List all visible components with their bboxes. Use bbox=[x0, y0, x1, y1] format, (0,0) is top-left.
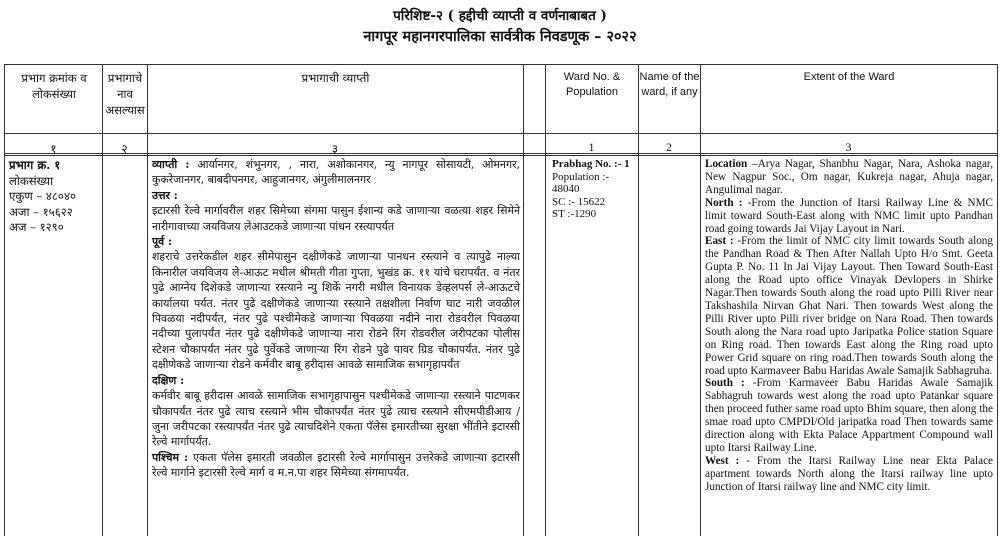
row-divider bbox=[5, 133, 998, 134]
page-subtitle: नागपूर महानगरपालिका सार्वत्रीक निवडणूक – २०२२ bbox=[363, 28, 637, 45]
header-ward-name: प्रभागाचे नाव असल्यास bbox=[105, 71, 145, 117]
south-text: कर्मवीर बाबू हरीदास आवळे सामाजिक सभागृहापासुन पश्चीमेकडे जाणाऱ्या रस्त्याने पाटणकर चौकापर्यंत नंतर पुढे त्याच रस्त्याने भीम चौकापर्यंत नंतर पुढे त्याच रस्त्याने सीएमपीडीआय / जुना जरीपटका रस्त्यापर्यंत नंतर पुढे त्याचदिशेने एकता पॅलेस इमारतीच्या सुरक्षा भींतीने इटारसी रेल्वे मार्गापर्यंत. bbox=[152, 389, 520, 449]
west-text-en: - From the Itarsi Railway Line near Ekta Palace apartment towards North along the Itarsi railway line upto Junction of Itarsi railway line and NMC city limit. bbox=[705, 454, 994, 493]
header-ward-no-population-en: Ward No. & Population bbox=[563, 71, 621, 98]
west-label-en: West : bbox=[705, 454, 740, 467]
east-label: पूर्व : bbox=[152, 235, 173, 249]
ward-title-en: Prabhag No. :- 1 bbox=[552, 158, 630, 170]
column-number: २ bbox=[121, 142, 128, 156]
south-label: दक्षिण : bbox=[152, 373, 185, 387]
north-text-en: -From the Junction of Itarsi Railway Line & NMC limit toward South-East along with NMC limit upto Pandhan road going towards Jai Vijay Layout in Nari. bbox=[705, 196, 994, 235]
population-st: अज – १२९० bbox=[9, 220, 64, 235]
east-label-en: East : bbox=[705, 235, 734, 248]
ward-extent-marathi bbox=[152, 157, 520, 481]
ward-title: प्रभाग क्र. १ bbox=[9, 158, 61, 172]
population-sc: अजा – १५६२२ bbox=[9, 204, 73, 219]
west-text: एकता पॅलेस इमारती जवळील इटारसी रेल्वे मार्गापासुन उत्तरेकडे जाणाऱ्या इटारसी रेल्वे मार्गाने इटारसी रेल्वे मार्ग व म.न.पा शहर सिमेच्या संगमापर्यंत. bbox=[152, 450, 520, 480]
north-text: इटारसी रेल्वे मार्गावरील शहर सिमेच्या संगमा पासुन ईशान्य कडे जाणाऱ्या वळत्या शहर सिमेने नारीगावाच्या जयविजय लेआउटकडे जाणाऱ्या पांधन रस्त्यापर्यत bbox=[152, 204, 520, 233]
location-text: आर्यानगर, शंभुनगर, , नारा, अशोकानगर, न्यु नागपूर सोसायटी, ओमनगर, कुकरेजानगर, बाबदीपनगर, आहुजानगर, अंगुलीमालनगर bbox=[152, 158, 521, 187]
column-number: 2 bbox=[666, 140, 672, 154]
header-ward-extent: प्रभागाची व्याप्ती bbox=[301, 71, 370, 85]
south-label-en: South : bbox=[705, 377, 745, 390]
population-en: Population :- 48040 bbox=[552, 170, 610, 195]
population-total: एकुण – ४८०४० bbox=[9, 189, 77, 204]
north-label: उत्तर : bbox=[152, 188, 178, 202]
location-label: व्याप्ती : bbox=[152, 158, 190, 171]
column-number: 1 bbox=[588, 140, 595, 154]
column-number: 3 bbox=[845, 140, 852, 154]
location-text-en: –Arya Nagar, Shanbhu Nagar, Nara, Ashoka nagar, New Nagpur Soc., Om nagar, Kukreja nagar, Ahuja nagar, Angulimal nagar. bbox=[705, 158, 993, 196]
header-ward-number-population: प्रभाग क्रमांक व लोकसंख्या bbox=[21, 71, 87, 101]
column-number: १ bbox=[50, 142, 57, 156]
column-divider bbox=[638, 65, 701, 536]
population-label: लोकसंख्या bbox=[9, 173, 54, 188]
north-label-en: North : bbox=[705, 196, 743, 209]
ward-info-marathi bbox=[9, 158, 101, 236]
header-ward-name-en: Name of the ward, if any bbox=[639, 71, 700, 98]
population-st-en: ST :-1290 bbox=[552, 208, 597, 220]
column-number: ३ bbox=[331, 142, 339, 156]
ward-info-english bbox=[552, 158, 636, 221]
west-label: पश्चिम : bbox=[152, 450, 189, 464]
east-text: शहराचे उत्तरेकडील शहर सीमेपासुन दक्षीणेकडे जाणाऱ्या पानधन रस्त्याने व त्यापुढे नाल्या किनारील जयविजय ले-आऊट मधील श्रीमती गीता गुप्ता, भुखंड क्र. ११ यांचे घरापर्यंत. व नंतर पुढे आग्नेय दिशेकडे जाणाऱ्या रस्त्याने न्यु शिर्के नगरी मधील विनायक डेव्हलपर्स ले-आऊटचे कार्यालया पर्यत. नंतर पुढे दक्षीणेकडे जाणाऱ्या रस्त्याने तक्षशीला निर्वाण घाट नारी जवळील पिवळया नदीपर्यंत, नंतर पुढे पश्चीमेकडे जाणाऱ्या पिवळया नदीने नारा रोडवरील पिवळया नदीच्या पुलापर्यंत नंतर पुढे दक्षीणेकडे जाणाऱ्या नारा रोडने रिंग रोडवरील जरीपटका पोलीस स्टेशन चौकापर्यंत नंतर पुढे पुर्वेकडे जाणाऱ्या रिंग रोडने पुढे पावर ग्रिड चौकापर्यंत. नंतर पुढे दक्षीणेकडे जाणाऱ्या रोडने कर्मवीर बाबू हरीदास आवळे सामाजिक सभागृहापर्यंत bbox=[152, 250, 520, 372]
column-divider bbox=[523, 65, 546, 536]
column-divider bbox=[5, 65, 103, 536]
ward-table bbox=[4, 64, 998, 536]
header-ward-extent-en: Extent of the Ward bbox=[803, 71, 895, 83]
ward-extent-english bbox=[705, 158, 993, 494]
population-sc-en: SC :- 15622 bbox=[552, 195, 606, 208]
column-divider bbox=[545, 65, 639, 536]
page-title: परिशिष्ट-२ ( हद्दीची व्याप्ती व वर्णनाबाबत ) bbox=[393, 8, 607, 24]
south-text-en: -From Karmaveer Babu Haridas Awale Samajik Sabhagruh towards west along the road upto Patankar square then proceed futher same road upto Bhim square, then along the smae road upto CMPDI/Old jaripatka road Then towards same direction along with Ekta Palace Appartment Compound wall upto Itarsi Railway Line. bbox=[705, 377, 993, 454]
location-label-en: Location bbox=[705, 158, 748, 170]
east-text-en: -From the limit of NMC city limit towards South along the Pandhan Road & Then After Nallah Upto H/o Smt. Geeta Gupta P. No. 11 In Jai Vijay Layout. Then Toward South-East along the Road upto office Vinayak Devlopers in Shirke Nagar.Then towards South along the road upto Pilli River near Takshashila Nirvan Ghat Nari. Then towards West along the Pilli River upto Pilli river bridge on Nara Road. Then towards South along the Nara road upto Jaripatka Police station Square on Ring road. Then towards East along the Ring road upto Power Grid square on ring road.Then towards South along the road upto Karmaveer Babu Haridas Awale Samajik Sabhagruha. bbox=[705, 235, 993, 377]
column-divider bbox=[102, 65, 148, 536]
